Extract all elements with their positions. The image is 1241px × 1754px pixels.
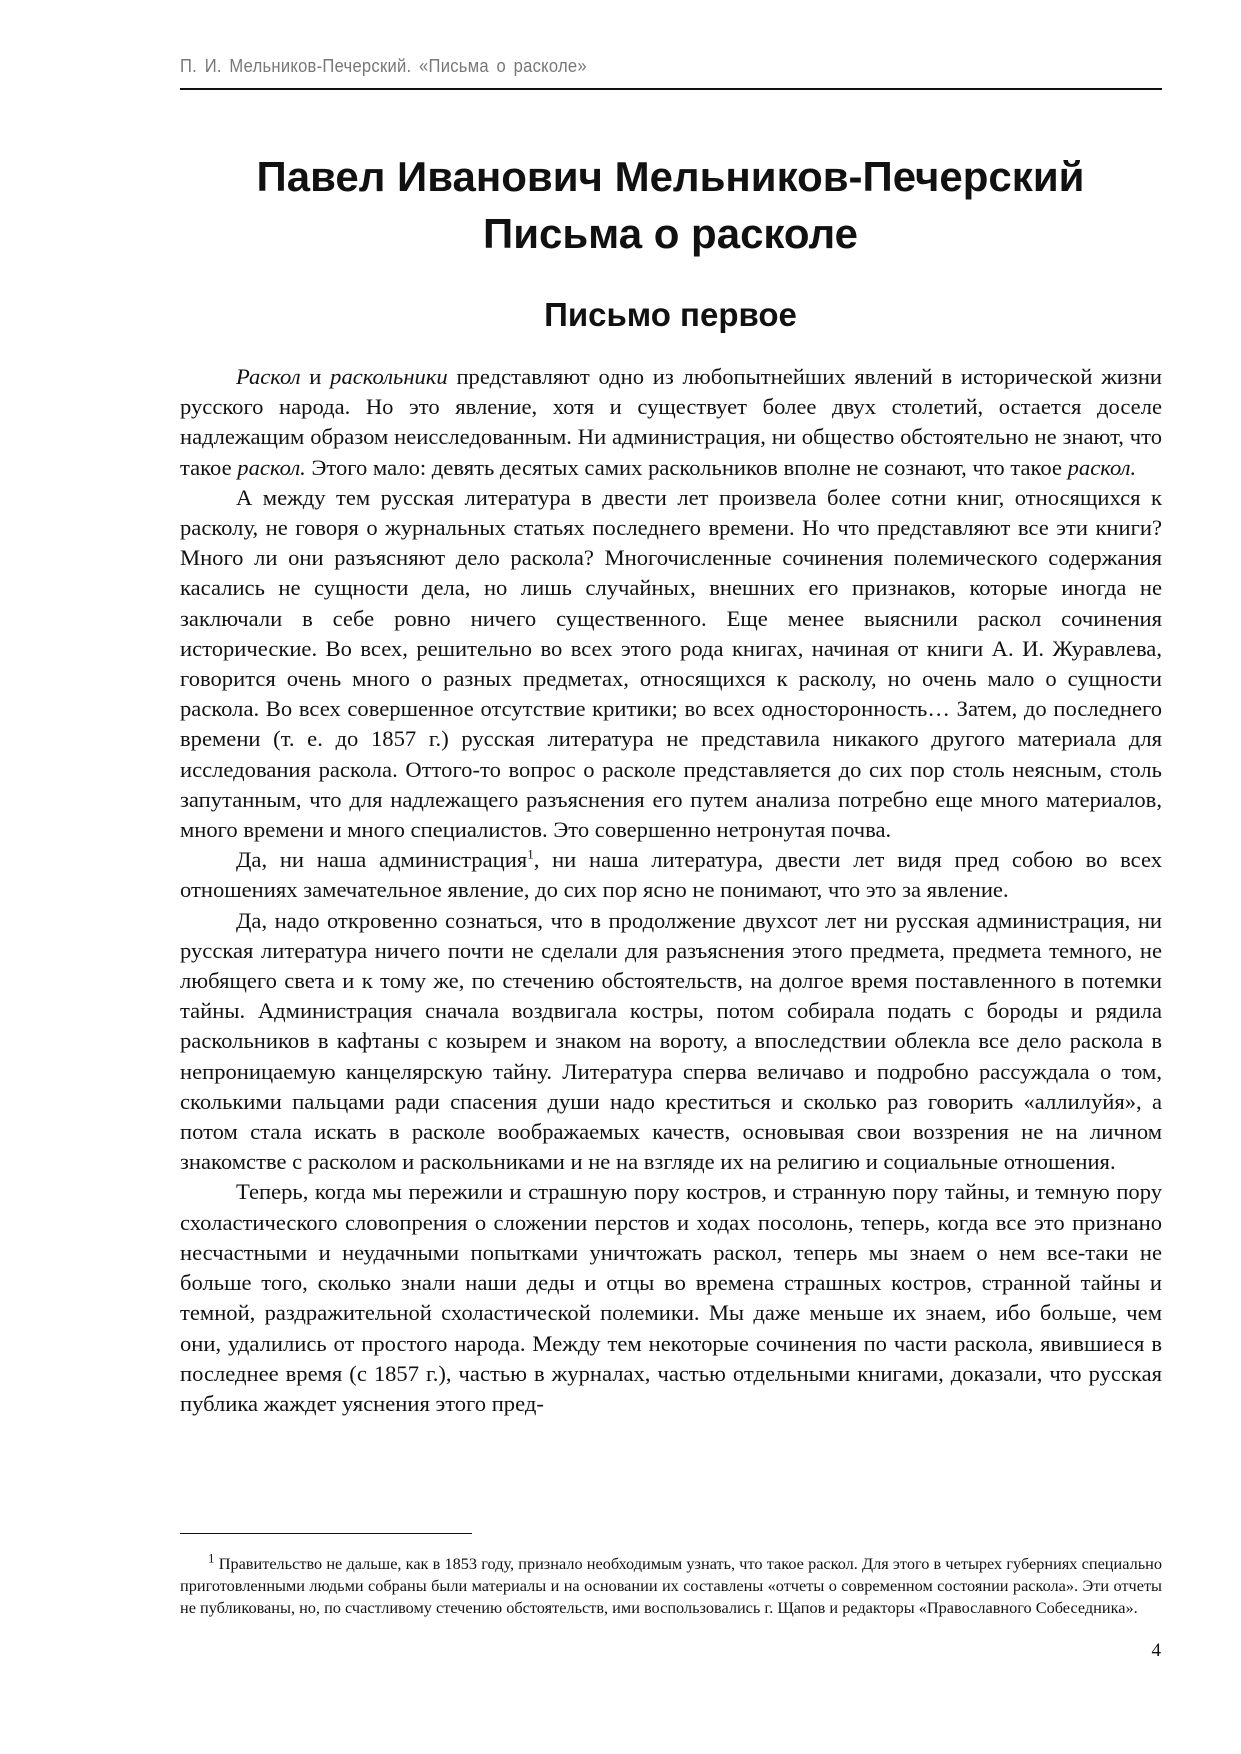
- page-title: [150, 148, 1191, 262]
- footnote-marker: 1: [208, 1550, 215, 1566]
- text-run: Да, надо откровенно сознаться, что в продолжение двухсот лет ни русская администрация, ни русская литература ничего почти не сделали для разъяснения этого предмета, предмета темного, не любящего света и к тому же, по стечению обстоятельств, на долгое время поставленного в потемки тайны. Администрация сначала воздвигала костры, потом собирала подать с бороды и рядила раскольников в кафтаны с козырем и знаком на вороту, а впоследствии облекла все дело раскола в непроницаемую канцелярскую тайну. Литература сперва величаво и подробно рассуждала о том, сколькими пальцами ради спасения души надо креститься и сколько раз говорить «аллилуйя», а потом стала искать в расколе воображаемых качеств, основывая свои воззрения не на личном знакомстве с расколом и раскольниками и не на взгляде их на религию и социальные отношения.: [180, 907, 1162, 1175]
- footnote-reference: 1: [527, 846, 534, 862]
- footnote: [180, 1550, 1162, 1619]
- page-number: 4: [1151, 1640, 1161, 1661]
- title-work: Письма о расколе: [483, 210, 858, 257]
- footnote-text: Правительство не дальше, как в 1853 году, признало необходимым узнать, что такое раскол. Для этого в четырех губерниях специально приготовленными людьми собраны были материалы и на основании их составлены «отчеты о современном состоянии раскола». Эти отчеты не публикованы, но, по счастливому стечению обстоятельств, ими воспользовались г. Щапов и редакторы «Православного Собеседника».: [180, 1554, 1162, 1617]
- title-author: Павел Иванович Мельников-Печерский: [256, 153, 1085, 200]
- text-run: Теперь, когда мы пережили и страшную пору костров, и странную пору тайны, и темную пору схоластического словопрения о сложении перстов и ходах посолонь, теперь, когда все это признано несчастными и неудачными попытками уничтожать раскол, теперь мы знаем о нем все-таки не больше того, сколько знали наши деды и отцы во времена страшных костров, странной тайны и темной, раздражительной схоластической полемики. Мы даже меньше их знаем, ибо больше, чем они, удалились от простого народа. Между тем некоторые сочинения по части раскола, явившиеся в последнее время (с 1857 г.), частью в журналах, частью отдельными книгами, доказали, что русская публика жаждет уяснения этого пред-: [180, 1179, 1162, 1416]
- paragraph: [180, 845, 1162, 905]
- header-rule: [180, 88, 1162, 90]
- text-run: и: [300, 364, 331, 389]
- paragraph: [180, 906, 1162, 1178]
- text-run: Да, ни наша администрация: [236, 847, 528, 873]
- emphasis: раскольники: [330, 364, 448, 389]
- text-run: представляют одно из любопытнейших явлений в исторической жизни русского народа. Но это явление, хотя и существует более двух столетий, остается доселе надлежащим образом неисследованным. Ни администрация, ни общество обстоятельно не знают, что такое: [180, 364, 1162, 480]
- text-run: А между тем русская литература в двести лет произвела более сотни книг, относящихся к расколу, не говоря о журнальных статьях последнего времени. Но что представляют все эти книги? Много ли они разъясняют дело раскола? Многочисленные сочинения полемического содержания касались не сущности дела, но лишь случайных, внешних его признаков, которые иногда не заключали в себе ровно ничего существенного. Еще менее выяснили раскол сочинения исторические. Во всех, решительно во всех этого рода книгах, начиная от книги А. И. Журавлева, говорится очень много о разных предметах, относящихся к расколу, но очень мало о сущности раскола. Во всех совершенное отсутствие критики; во всех односторонность… Затем, до последнего времени (т. е. до 1857 г.) русская литература не представила никакого другого материала для исследования раскола. Оттого-то вопрос о расколе представляется до сих пор столь неясным, столь запутанным, что для надлежащего разъяснения его путем анализа потребно еще много материалов, много времени и много специалистов. Это совершенно нетронутая почва.: [180, 484, 1162, 843]
- emphasis: раскол.: [237, 454, 306, 480]
- paragraph: [180, 483, 1162, 845]
- emphasis: раскол.: [1067, 454, 1137, 480]
- body-text: [180, 362, 1162, 1419]
- text-run: Этого мало: девять десятых самих раскольников вполне не сознают, что такое: [305, 454, 1068, 480]
- paragraph: [180, 362, 1162, 483]
- emphasis: Раскол: [236, 364, 301, 389]
- paragraph: [180, 1177, 1162, 1419]
- chapter-title: Письмо первое: [544, 296, 797, 333]
- footnote-rule: [180, 1533, 472, 1534]
- text-run: , ни наша литература, двести лет видя пред собою во всех отношениях замечательное явление, до сих пор ясно не понимают, что это за явление.: [180, 847, 1162, 903]
- running-header: П. И. Мельников-Печерский. «Письма о расколе»: [180, 56, 587, 76]
